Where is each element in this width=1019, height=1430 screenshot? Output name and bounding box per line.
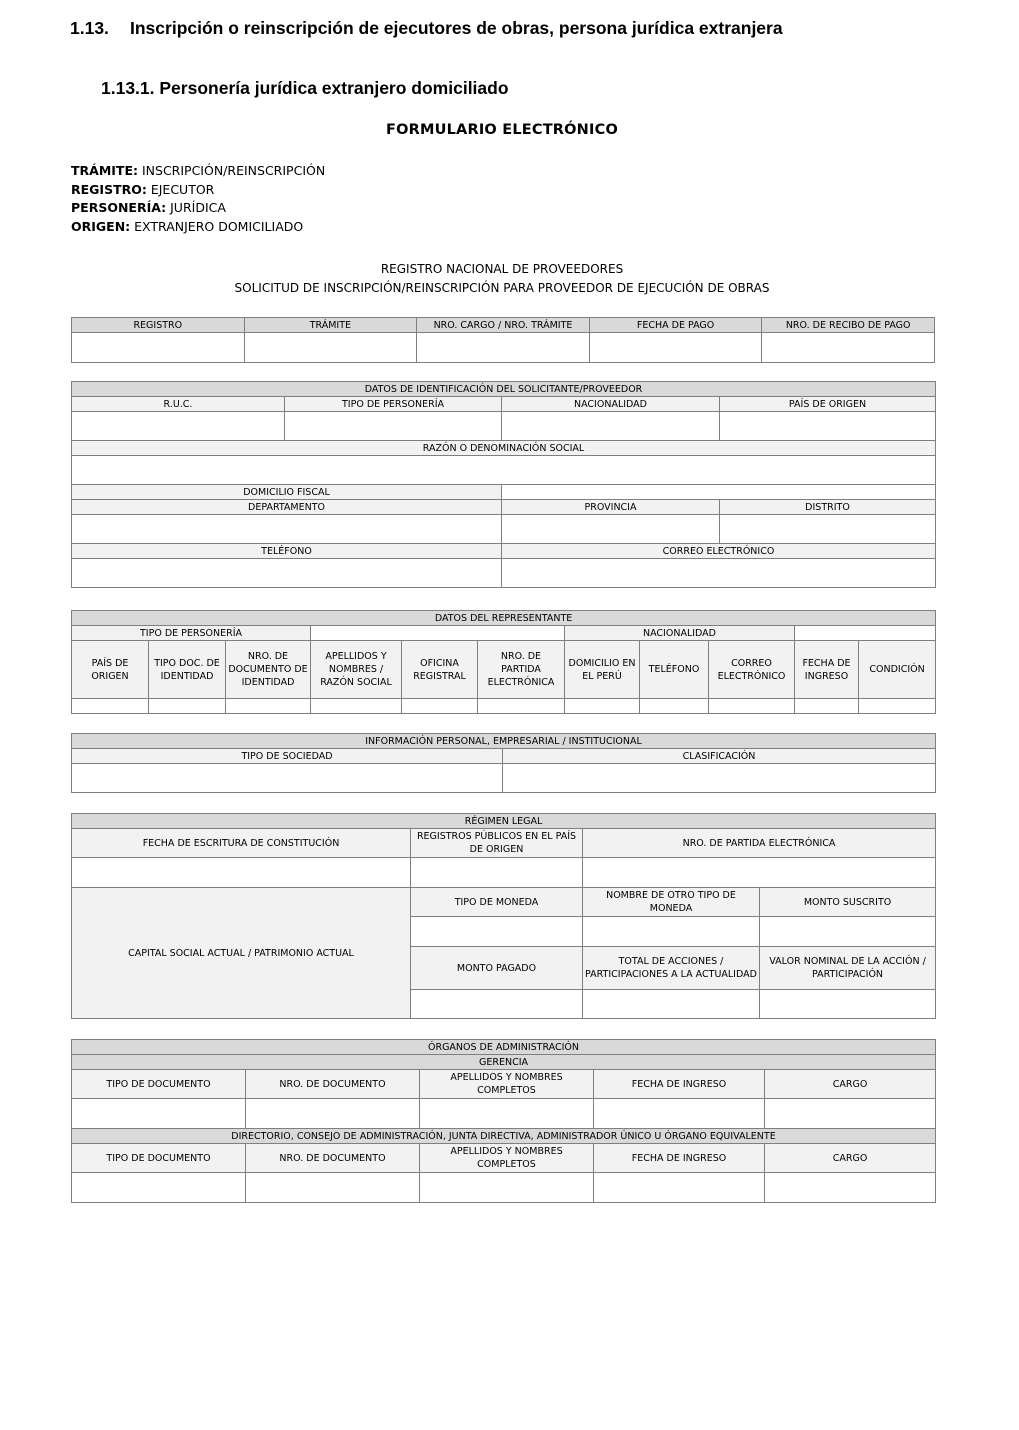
meta-registro: REGISTRO: EJECUTOR: [71, 181, 215, 197]
field-correo[interactable]: [502, 559, 936, 588]
field-nro-partida[interactable]: [478, 699, 565, 714]
col-tipo-documento: TIPO DE DOCUMENTO: [72, 1070, 246, 1099]
field-fecha-ingreso[interactable]: [594, 1099, 765, 1129]
registry-title: REGISTRO NACIONAL DE PROVEEDORES: [380, 262, 624, 276]
col-cargo: CARGO: [765, 1070, 936, 1099]
col-ruc: R.U.C.: [72, 397, 285, 412]
col-provincia: PROVINCIA: [502, 500, 720, 515]
field-razon-social[interactable]: [72, 456, 936, 485]
col-domicilio-peru: DOMICILIO EN EL PERÚ: [565, 641, 640, 699]
field-condicion[interactable]: [859, 699, 936, 714]
section-heading: [70, 18, 783, 39]
col-nro-partida: NRO. DE PARTIDA ELECTRÓNICA: [478, 641, 565, 699]
col-fecha-ingreso: FECHA DE INGRESO: [594, 1144, 765, 1173]
field-nro-documento[interactable]: [246, 1173, 420, 1203]
col-fecha-ingreso: FECHA DE INGRESO: [594, 1070, 765, 1099]
col-pais-origen: PAÍS DE ORIGEN: [72, 641, 149, 699]
directorio-title: DIRECTORIO, CONSEJO DE ADMINISTRACIÓN, JUNTA DIRECTIVA, ADMINISTRADOR ÚNICO U ÓRGANO EQUIVALENTE: [72, 1129, 936, 1144]
field-fecha-ingreso[interactable]: [795, 699, 859, 714]
col-telefono: TELÉFONO: [640, 641, 709, 699]
domicilio-blank: [502, 485, 936, 500]
field-tipo-documento[interactable]: [72, 1173, 246, 1203]
field-correo[interactable]: [709, 699, 795, 714]
identification-title: DATOS DE IDENTIFICACIÓN DEL SOLICITANTE/PROVEEDOR: [72, 382, 936, 397]
col-total-acciones: TOTAL DE ACCIONES / PARTICIPACIONES A LA ACTUALIDAD: [583, 947, 760, 990]
section-title: Inscripción o reinscripción de ejecutores de obras, persona jurídica extranjera: [130, 18, 783, 38]
business-info-table: [71, 733, 936, 793]
col-apellidos-nombres: APELLIDOS Y NOMBRES COMPLETOS: [420, 1070, 594, 1099]
field-provincia[interactable]: [502, 515, 720, 544]
col-fecha-escritura: FECHA DE ESCRITURA DE CONSTITUCIÓN: [72, 829, 411, 858]
field-pais-origen[interactable]: [72, 699, 149, 714]
field-ruc[interactable]: [72, 412, 285, 441]
field-monto-pagado[interactable]: [411, 990, 583, 1019]
col-tipo-sociedad: TIPO DE SOCIEDAD: [72, 749, 503, 764]
field-otro-moneda[interactable]: [583, 917, 760, 947]
field-valor-nominal[interactable]: [760, 990, 936, 1019]
col-apellidos-nombres: APELLIDOS Y NOMBRES COMPLETOS: [420, 1144, 594, 1173]
field-total-acciones[interactable]: [583, 990, 760, 1019]
field-tipo-sociedad[interactable]: [72, 764, 503, 793]
form-metadata: [71, 162, 325, 236]
capital-social-label: CAPITAL SOCIAL ACTUAL / PATRIMONIO ACTUAL: [72, 888, 411, 1019]
request-title: SOLICITUD DE INSCRIPCIÓN/REINSCRIPCIÓN PARA PROVEEDOR DE EJECUCIÓN DE OBRAS: [234, 281, 770, 295]
col-oficina-registral: OFICINA REGISTRAL: [402, 641, 478, 699]
col-clasificacion: CLASIFICACIÓN: [503, 749, 936, 764]
business-info-title: INFORMACIÓN PERSONAL, EMPRESARIAL / INSTITUCIONAL: [72, 734, 936, 749]
field-nro-documento[interactable]: [226, 699, 311, 714]
col-monto-suscrito: MONTO SUSCRITO: [760, 888, 936, 917]
col-tipo-moneda: TIPO DE MONEDA: [411, 888, 583, 917]
col-telefono: TELÉFONO: [72, 544, 502, 559]
col-pais-origen: PAÍS DE ORIGEN: [720, 397, 936, 412]
col-monto-pagado: MONTO PAGADO: [411, 947, 583, 990]
field-nro-documento[interactable]: [246, 1099, 420, 1129]
representative-title: DATOS DEL REPRESENTANTE: [72, 611, 936, 626]
field-tipo-doc[interactable]: [149, 699, 226, 714]
col-nacionalidad: NACIONALIDAD: [502, 397, 720, 412]
col-razon-social: RAZÓN O DENOMINACIÓN SOCIAL: [72, 441, 936, 456]
representative-table: [71, 610, 936, 714]
col-fecha-ingreso: FECHA DE INGRESO: [795, 641, 859, 699]
field-fecha-ingreso[interactable]: [594, 1173, 765, 1203]
col-correo: CORREO ELECTRÓNICO: [709, 641, 795, 699]
legal-regime-title: RÉGIMEN LEGAL: [72, 814, 936, 829]
col-apellidos-nombres: APELLIDOS Y NOMBRES / RAZÓN SOCIAL: [311, 641, 402, 699]
field-nro-recibo[interactable]: [762, 333, 935, 363]
legal-regime-table: [71, 813, 936, 1019]
col-distrito: DISTRITO: [720, 500, 936, 515]
field-nacionalidad[interactable]: [502, 412, 720, 441]
col-domicilio-fiscal: DOMICILIO FISCAL: [72, 485, 502, 500]
field-apellidos-nombres[interactable]: [420, 1173, 594, 1203]
col-tramite: TRÁMITE: [244, 318, 417, 333]
field-pais-origen[interactable]: [720, 412, 936, 441]
col-correo: CORREO ELECTRÓNICO: [502, 544, 936, 559]
col-otro-moneda: NOMBRE DE OTRO TIPO DE MONEDA: [583, 888, 760, 917]
tramite-table: [71, 317, 935, 363]
col-nro-cargo: NRO. CARGO / NRO. TRÁMITE: [417, 318, 590, 333]
field-fecha-pago[interactable]: [589, 333, 762, 363]
nacionalidad-blank: [795, 626, 936, 641]
col-cargo: CARGO: [765, 1144, 936, 1173]
field-fecha-escritura[interactable]: [72, 858, 411, 888]
field-monto-suscrito[interactable]: [760, 917, 936, 947]
form-title: FORMULARIO ELECTRÓNICO: [386, 122, 618, 138]
meta-personeria: PERSONERÍA: JURÍDICA: [71, 200, 226, 215]
col-fecha-pago: FECHA DE PAGO: [589, 318, 762, 333]
field-cargo[interactable]: [765, 1099, 936, 1129]
meta-origen: ORIGEN: EXTRANJERO DOMICILIADO: [71, 218, 304, 234]
field-registros-publicos[interactable]: [411, 858, 583, 888]
field-telefono[interactable]: [72, 559, 502, 588]
col-departamento: DEPARTAMENTO: [72, 500, 502, 515]
field-tramite[interactable]: [244, 333, 417, 363]
field-domicilio-peru[interactable]: [565, 699, 640, 714]
col-registro: REGISTRO: [72, 318, 245, 333]
subsection-heading: 1.13.1. Personería jurídica extranjero domiciliado: [101, 78, 509, 98]
section-number: 1.13.: [70, 18, 109, 38]
field-departamento[interactable]: [72, 515, 502, 544]
field-oficina-registral[interactable]: [402, 699, 478, 714]
field-clasificacion[interactable]: [503, 764, 936, 793]
field-nro-cargo[interactable]: [417, 333, 590, 363]
identification-table: [71, 381, 936, 588]
administration-title: ÓRGANOS DE ADMINISTRACIÓN: [72, 1040, 936, 1055]
col-nro-documento: NRO. DE DOCUMENTO: [246, 1070, 420, 1099]
col-nro-recibo: NRO. DE RECIBO DE PAGO: [762, 318, 935, 333]
col-tipo-personeria: TIPO DE PERSONERÍA: [72, 626, 311, 641]
col-valor-nominal: VALOR NOMINAL DE LA ACCIÓN / PARTICIPACIÓN: [760, 947, 936, 990]
field-apellidos-nombres[interactable]: [420, 1099, 594, 1129]
field-nro-partida[interactable]: [583, 858, 936, 888]
col-condicion: CONDICIÓN: [859, 641, 936, 699]
administration-table: [71, 1039, 936, 1203]
gerencia-title: GERENCIA: [72, 1055, 936, 1070]
field-telefono[interactable]: [640, 699, 709, 714]
col-nacionalidad: NACIONALIDAD: [565, 626, 795, 641]
field-tipo-documento[interactable]: [72, 1099, 246, 1129]
col-nro-partida: NRO. DE PARTIDA ELECTRÓNICA: [583, 829, 936, 858]
meta-tramite: TRÁMITE: INSCRIPCIÓN/REINSCRIPCIÓN: [71, 163, 326, 178]
col-nro-documento: NRO. DE DOCUMENTO DE IDENTIDAD: [226, 641, 311, 699]
col-tipo-personeria: TIPO DE PERSONERÍA: [285, 397, 502, 412]
field-cargo[interactable]: [765, 1173, 936, 1203]
col-nro-documento: NRO. DE DOCUMENTO: [246, 1144, 420, 1173]
field-apellidos-nombres[interactable]: [311, 699, 402, 714]
field-tipo-personeria[interactable]: [285, 412, 502, 441]
field-distrito[interactable]: [720, 515, 936, 544]
col-registros-publicos: REGISTROS PÚBLICOS EN EL PAÍS DE ORIGEN: [411, 829, 583, 858]
col-tipo-doc: TIPO DOC. DE IDENTIDAD: [149, 641, 226, 699]
field-tipo-moneda[interactable]: [411, 917, 583, 947]
field-registro[interactable]: [72, 333, 245, 363]
col-tipo-documento: TIPO DE DOCUMENTO: [72, 1144, 246, 1173]
tipo-personeria-blank: [311, 626, 565, 641]
